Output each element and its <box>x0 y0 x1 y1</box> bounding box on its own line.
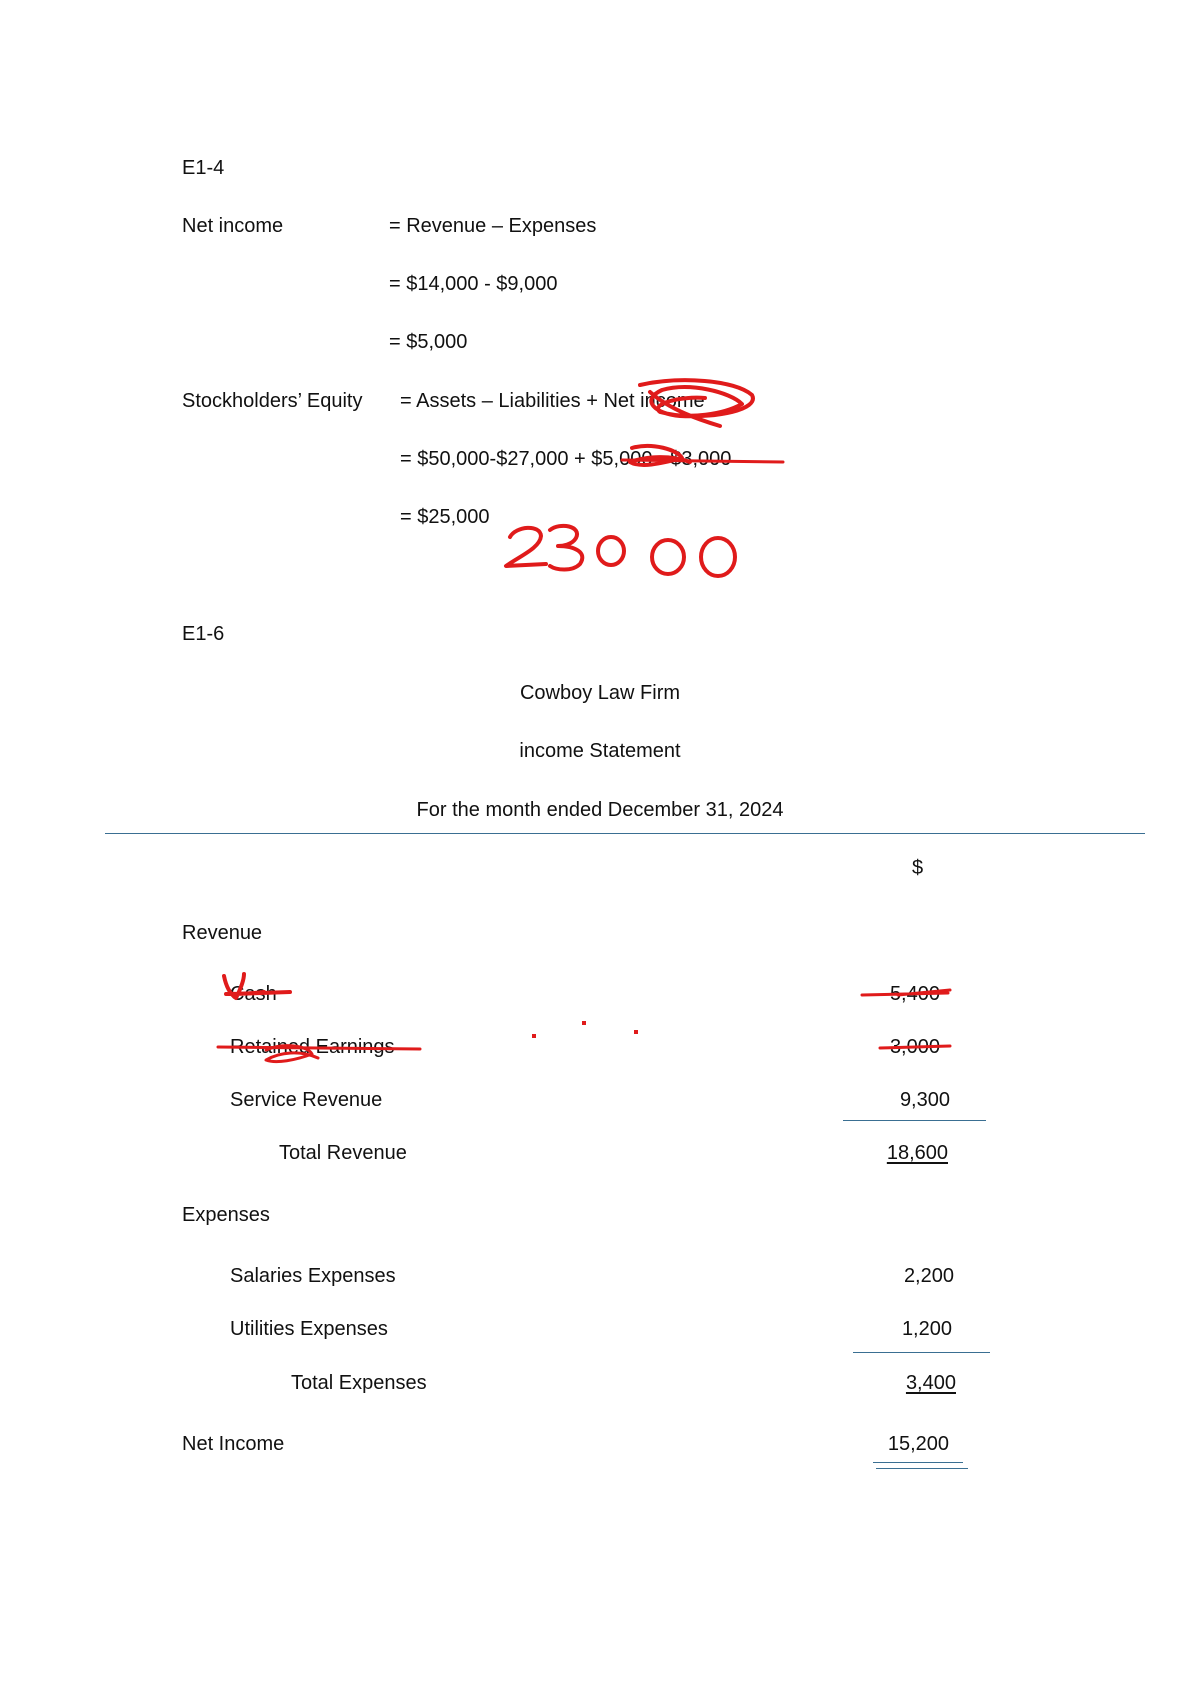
total-revenue-label: Total Revenue <box>279 1142 407 1164</box>
revenue-section-label: Revenue <box>182 922 263 944</box>
revenue-item-service-revenue-amount: 9,300 <box>899 1089 950 1111</box>
expenses-section-label: Expenses <box>182 1204 270 1226</box>
net-income-row-label: Net Income <box>182 1433 285 1455</box>
expenses-subtotal-rule <box>853 1352 990 1353</box>
net-income-amount: 15,200 <box>887 1433 949 1455</box>
revenue-item-cash: Cash <box>230 983 277 1005</box>
expense-item-salaries-amount: 2,200 <box>903 1265 954 1287</box>
total-expenses-amount: 3,400 <box>905 1372 956 1394</box>
revenue-item-retained-earnings: Retained Earnings <box>230 1036 395 1058</box>
equity-formula: = Assets – Liabilities + Net income <box>400 390 705 412</box>
equity-result: = $25,000 <box>400 506 490 528</box>
equity-label: Stockholders’ Equity <box>182 390 363 412</box>
statement-period: For the month ended December 31, 2024 <box>416 799 784 821</box>
revenue-subtotal-rule <box>843 1120 986 1121</box>
net-income-formula: = Revenue – Expenses <box>389 215 597 237</box>
net-income-double-rule-bottom <box>876 1468 968 1469</box>
currency-header: $ <box>912 857 924 879</box>
expense-item-utilities-amount: 1,200 <box>901 1318 952 1340</box>
equity-substitution: = $50,000-$27,000 + $5,000 - $3,000 <box>400 448 732 470</box>
exercise-heading-e1-4: E1-4 <box>182 157 225 179</box>
net-income-double-rule-top <box>873 1462 963 1463</box>
revenue-item-cash-amount: 5,400 <box>889 983 940 1005</box>
expense-item-salaries: Salaries Expenses <box>230 1265 396 1287</box>
header-divider <box>105 833 1145 834</box>
net-income-label: Net income <box>182 215 284 237</box>
net-income-substitution: = $14,000 - $9,000 <box>389 273 558 295</box>
revenue-item-service-revenue: Service Revenue <box>230 1089 383 1111</box>
statement-title: income Statement <box>519 740 681 762</box>
total-revenue-amount: 18,600 <box>886 1142 948 1164</box>
exercise-heading-e1-6: E1-6 <box>182 623 225 645</box>
stray-ink-dots <box>532 1021 638 1038</box>
company-name: Cowboy Law Firm <box>519 682 681 704</box>
net-income-result: = $5,000 <box>389 331 468 353</box>
revenue-item-retained-earnings-amount: 3,000 <box>889 1036 940 1058</box>
expense-item-utilities: Utilities Expenses <box>230 1318 388 1340</box>
total-expenses-label: Total Expenses <box>291 1372 427 1394</box>
handwritten-answer <box>506 526 735 576</box>
